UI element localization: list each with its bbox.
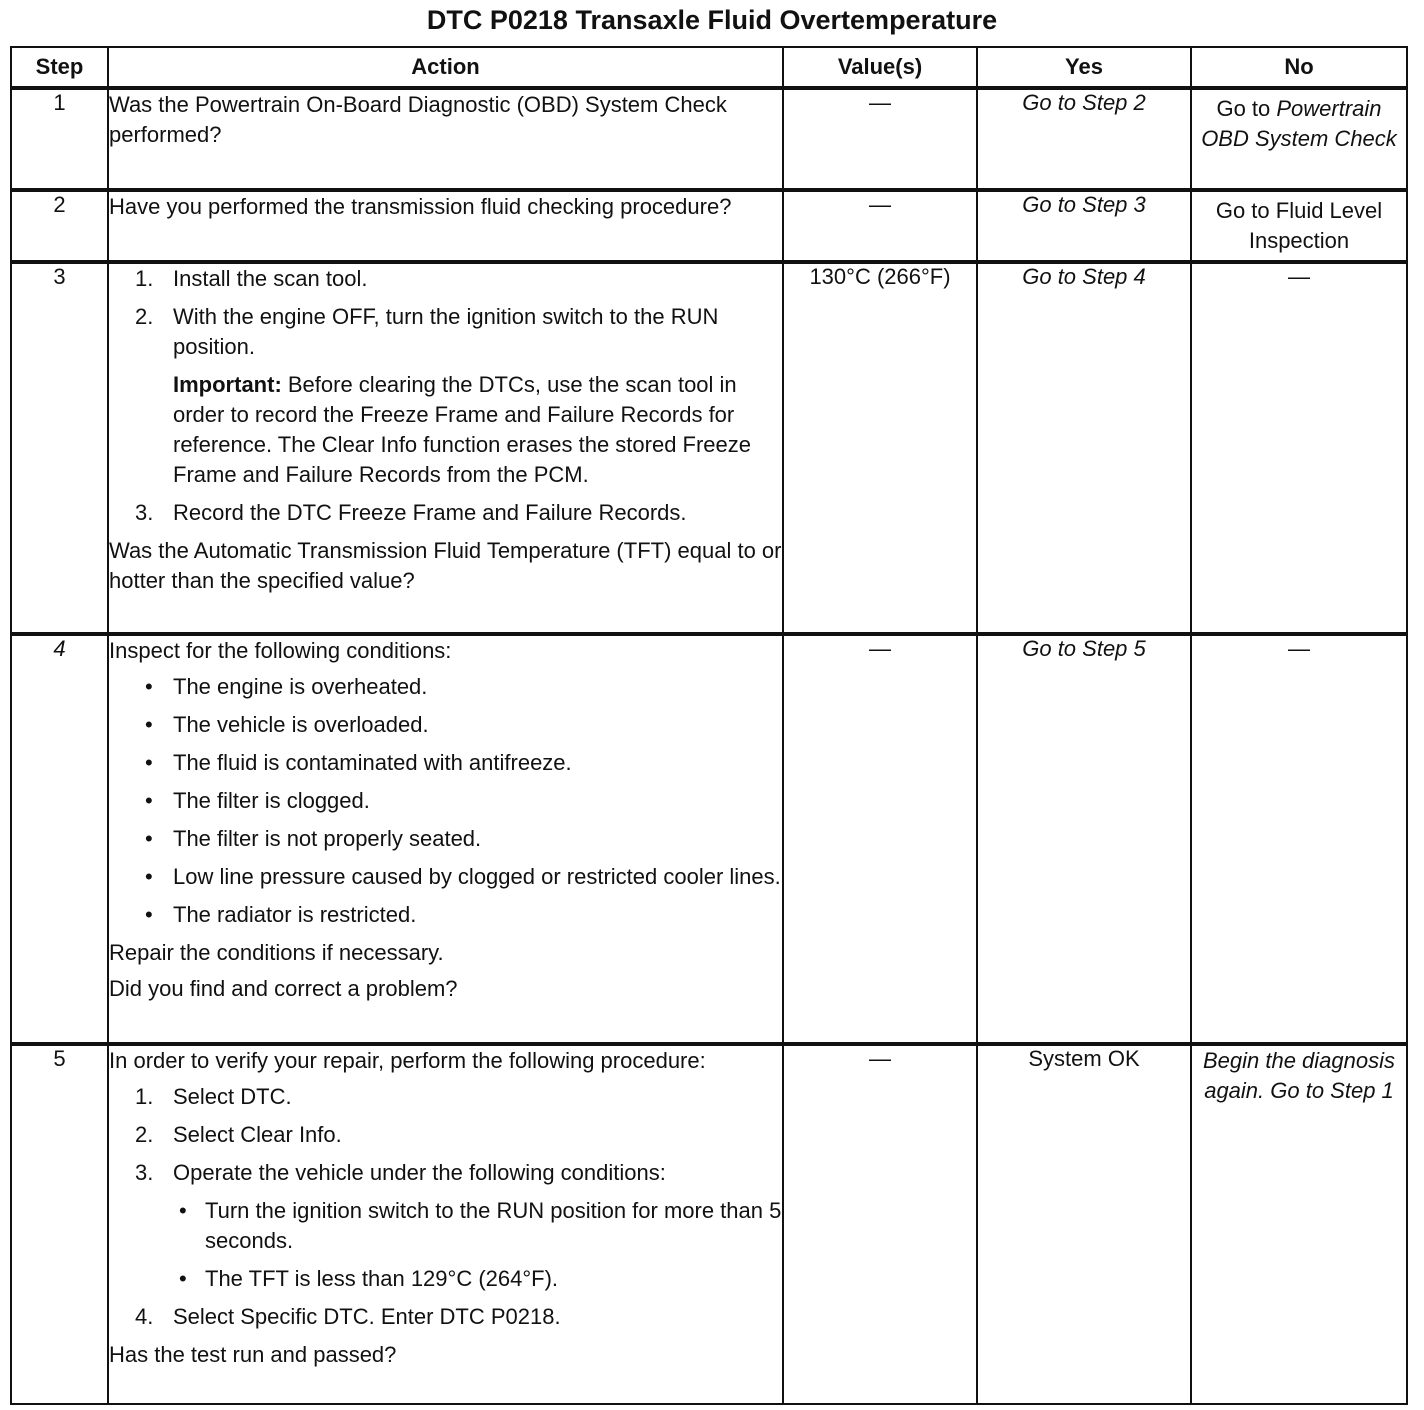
list-item: • The engine is overheated. [145, 674, 428, 699]
value-cell: 130°C (266°F) [783, 262, 977, 634]
sub-list-item: • The TFT is less than 129°C (264°F). [179, 1266, 559, 1291]
no-cell: — [1191, 634, 1407, 1044]
action-cell [108, 634, 783, 1044]
action-text: Was the Powertrain On-Board Diagnostic (OBD) System Check performed? [108, 88, 783, 190]
list-item: • The vehicle is overloaded. [145, 712, 429, 737]
no-link[interactable]: Go to Fluid Level Inspection [1191, 190, 1407, 262]
list-item: 2. Select Clear Info. [135, 1122, 342, 1147]
list-item: • The fluid is contaminated with antifreeze. [145, 750, 572, 775]
table-row [11, 1044, 1407, 1404]
yes-link[interactable]: Go to Step 3 [977, 190, 1191, 262]
header-values: Value(s) [783, 47, 977, 88]
page-title: DTC P0218 Transaxle Fluid Overtemperature [426, 5, 998, 35]
question-text: Has the test run and passed? [109, 1342, 397, 1367]
dtc-table [10, 46, 1408, 1405]
header-step: Step [11, 47, 108, 88]
action-cell [108, 262, 783, 634]
yes-result: System OK [977, 1044, 1191, 1404]
list-item: • Low line pressure caused by clogged or restricted cooler lines. [145, 864, 781, 889]
sub-list-item: • Turn the ignition switch to the RUN position for more than 5 seconds. [179, 1198, 782, 1253]
yes-link[interactable]: Go to Step 2 [977, 88, 1191, 190]
step-number: 4 [11, 634, 108, 1044]
header-action: Action [108, 47, 783, 88]
step-number: 1 [11, 88, 108, 190]
question-text: Did you find and correct a problem? [109, 976, 458, 1001]
list-item: 3. Record the DTC Freeze Frame and Failure Records. [135, 500, 687, 525]
value-cell: — [783, 1044, 977, 1404]
table-row [11, 88, 1407, 190]
intro-text: In order to verify your repair, perform the following procedure: [109, 1048, 706, 1073]
list-item: • The filter is clogged. [145, 788, 370, 813]
header-yes: Yes [977, 47, 1191, 88]
list-item: 3. Operate the vehicle under the following conditions: [135, 1160, 666, 1185]
no-link[interactable]: Powertrain OBD System Check [1201, 96, 1397, 151]
action-cell [108, 1044, 783, 1404]
list-item: • The filter is not properly seated. [145, 826, 482, 851]
intro-text: Inspect for the following conditions: [109, 638, 452, 663]
step-number: 2 [11, 190, 108, 262]
repair-text: Repair the conditions if necessary. [109, 940, 444, 965]
value-cell: — [783, 88, 977, 190]
value-cell: — [783, 634, 977, 1044]
yes-link[interactable]: Go to Step 4 [977, 262, 1191, 634]
table-row [11, 262, 1407, 634]
header-no: No [1191, 47, 1407, 88]
yes-link[interactable]: Go to Step 5 [977, 634, 1191, 1044]
header-row [11, 47, 1407, 88]
value-cell: — [783, 190, 977, 262]
no-prefix: Go to [1216, 96, 1277, 121]
list-item: 1. Install the scan tool. [135, 266, 368, 291]
list-item: • The radiator is restricted. [145, 902, 417, 927]
list-item: 4. Select Specific DTC. Enter DTC P0218. [135, 1304, 561, 1329]
table-row [11, 190, 1407, 262]
question-text: Was the Automatic Transmission Fluid Temperature (TFT) equal to or hotter than the specified value? [109, 538, 782, 593]
step-number: 5 [11, 1044, 108, 1404]
list-item: 1. Select DTC. [135, 1084, 292, 1109]
no-link[interactable]: Begin the diagnosis again. Go to Step 1 [1191, 1044, 1407, 1404]
table-row [11, 634, 1407, 1044]
step-number: 3 [11, 262, 108, 634]
important-note: Important: Before clearing the DTCs, use the scan tool in order to record the Freeze Frame and Failure Records for reference. The Clear Info function erases the stored Freeze Frame and Failure Records from the PCM. [173, 372, 752, 487]
no-cell: — [1191, 262, 1407, 634]
action-text: Have you performed the transmission fluid checking procedure? [108, 190, 783, 262]
no-cell [1191, 88, 1407, 190]
list-item: 2. With the engine OFF, turn the ignition switch to the RUN position. [135, 304, 719, 359]
